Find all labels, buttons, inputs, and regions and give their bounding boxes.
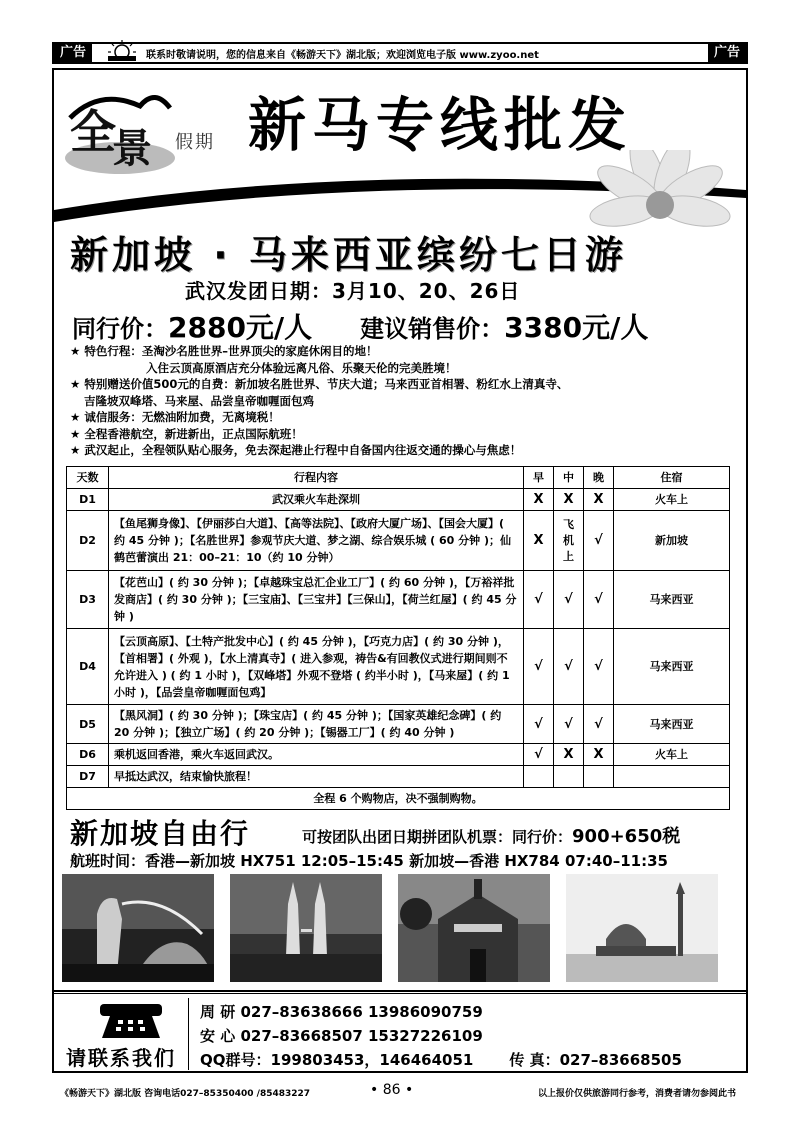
feature-item: ★ 武汉起止，全程领队贴心服务，免去深起港止行程中自备国内往返交通的操心与焦虑！ <box>70 443 522 457</box>
lunch-cell: √ <box>554 571 584 629</box>
stay-cell: 马来西亚 <box>614 571 730 629</box>
footer-right: 以上报价仅供旅游同行参考，消费者请勿参阅此书 <box>537 1089 736 1099</box>
table-row <box>67 511 730 571</box>
table-footnote-row <box>67 788 730 810</box>
qq-group: QQ群号：199803453，146464051 <box>200 1051 474 1069</box>
content-cell: 【黑风洞】( 约 30 分钟 )；【珠宝店】( 约 45 分钟 )；【国家英雄纪念碑】( 约 20 分钟 )；【独立广场】( 约 20 分钟 )；【锡器工厂】( 约 40 分钟 ) <box>109 705 524 744</box>
svg-text:景: 景 <box>112 125 152 172</box>
stay-cell <box>614 766 730 788</box>
breakfast-cell <box>524 766 554 788</box>
dinner-cell: X <box>584 744 614 766</box>
price-row <box>72 306 648 346</box>
contact-line <box>200 1048 682 1072</box>
departure-dates: 武汉发团日期：3月10、20、26日 <box>185 279 521 303</box>
flight-times: 航班时间：香港—新加坡 HX751 12:05–15:45 新加坡—香港 HX784 07:40–11:35 <box>70 852 668 870</box>
fax-number: 传 真：027–83668505 <box>509 1051 682 1069</box>
stay-cell: 火车上 <box>614 489 730 511</box>
free-travel-price-label: 可按团队出团日期拼团队机票：同行价： <box>302 828 573 846</box>
col-breakfast: 早 <box>524 467 554 489</box>
page-number: • 86 • <box>370 1082 414 1098</box>
lunch-cell: X <box>554 489 584 511</box>
table-row <box>67 744 730 766</box>
notice-text: 联系时敬请说明，您的信息来自《畅游天下》湖北版；欢迎浏览电子版 www.zyoo.net <box>146 50 539 61</box>
breakfast-cell: X <box>524 511 554 571</box>
peer-price-label: 同行价： <box>72 315 168 343</box>
col-content: 行程内容 <box>109 467 524 489</box>
feature-item: ★ 全程香港航空，新进新出，正点国际航班！ <box>70 426 303 441</box>
content-cell: 早抵达武汉，结束愉快旅程！ <box>109 766 524 788</box>
ad-tag-left: 广告 <box>54 44 92 62</box>
page-title: 新马专线批发 <box>248 91 633 159</box>
putra-mosque-photo <box>566 874 718 982</box>
lunch-cell: √ <box>554 705 584 744</box>
content-cell: 【鱼尾狮身像】、【伊丽莎白大道】、【高等法院】、【政府大厦广场】、【国会大厦】( 约 45 分钟 )；【名胜世界】参观节庆大道、梦之湖、综合娱乐城 ( 60 分钟 )；仙鹤芭蕾演出 21：00–21：10（约 10 分钟） <box>109 511 524 571</box>
top-strip <box>52 42 748 64</box>
table-header-row <box>67 467 730 489</box>
retail-price: 3380元/人 <box>504 311 649 344</box>
contact-label: 请联系我们 <box>66 1046 176 1070</box>
photo-strip <box>62 874 718 982</box>
dinner-cell <box>584 766 614 788</box>
contact-list <box>200 1000 682 1072</box>
christ-church-photo <box>398 874 550 982</box>
dinner-cell: √ <box>584 629 614 705</box>
free-travel-title: 新加坡自由行 <box>70 817 251 850</box>
day-cell: D5 <box>67 705 109 744</box>
contact-line: 周 研 027–83638666 13986090759 <box>200 1003 483 1021</box>
col-dinner: 晚 <box>584 467 614 489</box>
dinner-cell: √ <box>584 511 614 571</box>
breakfast-cell: √ <box>524 744 554 766</box>
breakfast-cell: √ <box>524 571 554 629</box>
ad-tag-right: 广告 <box>708 44 746 62</box>
merlion-photo <box>62 874 214 982</box>
col-stay: 住宿 <box>614 467 730 489</box>
dinner-cell: √ <box>584 571 614 629</box>
magazine-logo-icon <box>102 38 142 62</box>
petronas-towers-photo <box>230 874 382 982</box>
dinner-cell: √ <box>584 705 614 744</box>
shopping-footnote: 全程 6 个购物店，决不强制购物。 <box>67 788 730 810</box>
free-travel-subtitle <box>302 822 680 848</box>
table-row <box>67 629 730 705</box>
feature-item: ★ 特色行程：圣淘沙名胜世界–世界顶尖的家庭休闲目的地！ <box>70 344 378 358</box>
lunch-cell: X <box>554 744 584 766</box>
day-cell: D4 <box>67 629 109 705</box>
retail-price-label: 建议销售价： <box>360 315 505 343</box>
breakfast-cell: √ <box>524 705 554 744</box>
content-cell: 【花芭山】( 约 30 分钟 )；【卓越珠宝总汇企业工厂】( 约 60 分钟 )，【万裕祥批发商店】( 约 30 分钟 )；【三宝庙】、【三宝井】【三保山】，【荷兰红屋】( 约 45 分钟 ) <box>109 571 524 629</box>
itinerary-table <box>66 466 730 810</box>
brand-subtitle: 假期 <box>175 132 215 153</box>
tour-title: 新加坡 · 马来西亚缤纷七日游 <box>70 233 627 277</box>
day-cell: D7 <box>67 766 109 788</box>
feature-item: 吉隆坡双峰塔、马来屋、品尝皇帝咖喱面包鸡 <box>84 393 314 408</box>
svg-text:全: 全 <box>70 105 116 159</box>
stay-cell: 马来西亚 <box>614 629 730 705</box>
feature-item: ★ 特别赠送价值500元的自费：新加坡名胜世界、节庆大道；马来西亚首相署、粉红水上清真寺、 <box>70 377 569 391</box>
col-lunch: 中 <box>554 467 584 489</box>
footer-left: 《畅游天下》湖北版 咨询电话027–85350400 /85483227 <box>60 1089 311 1099</box>
contact-separator <box>188 998 189 1070</box>
content-cell: 【云顶高原】、【土特产批发中心】( 约 45 分钟 )，【巧克力店】( 约 30 分钟 )，【首相署】( 外观 )，【水上清真寺】( 进入参观，祷告&有回教仪式进行期间则不允许进入 ) ( 约 1 小时 )，【双峰塔】外观不登塔 ( 约半小时 )，【马来屋】( 约 1 小时 )，【品尝皇帝咖喱面包鸡】 <box>109 629 524 705</box>
day-cell: D3 <box>67 571 109 629</box>
day-cell: D6 <box>67 744 109 766</box>
feature-item: 入住云顶高原酒店充分体验远离凡俗、乐聚天伦的完美胜境！ <box>146 360 457 375</box>
lunch-cell <box>554 766 584 788</box>
day-cell: D2 <box>67 511 109 571</box>
stay-cell: 火车上 <box>614 744 730 766</box>
day-cell: D1 <box>67 489 109 511</box>
table-row <box>67 766 730 788</box>
table-row <box>67 489 730 511</box>
content-cell: 武汉乘火车赴深圳 <box>109 489 524 511</box>
divider-line <box>54 990 746 994</box>
free-travel-price: 900+650税 <box>572 826 681 847</box>
peer-price: 2880元/人 <box>168 311 313 344</box>
stay-cell: 新加坡 <box>614 511 730 571</box>
feature-item: ★ 诚信服务：无燃油附加费，无离境税！ <box>70 410 280 424</box>
feature-list <box>70 343 740 459</box>
dinner-cell: X <box>584 489 614 511</box>
table-row <box>67 705 730 744</box>
content-cell: 乘机返回香港，乘火车返回武汉。 <box>109 744 524 766</box>
breakfast-cell: √ <box>524 629 554 705</box>
table-row <box>67 571 730 629</box>
breakfast-cell: X <box>524 489 554 511</box>
lunch-cell: √ <box>554 629 584 705</box>
col-day: 天数 <box>67 467 109 489</box>
stay-cell: 马来西亚 <box>614 705 730 744</box>
contact-line: 安 心 027–83668507 15327226109 <box>200 1027 483 1045</box>
lunch-cell: 飞机上 <box>554 511 584 571</box>
